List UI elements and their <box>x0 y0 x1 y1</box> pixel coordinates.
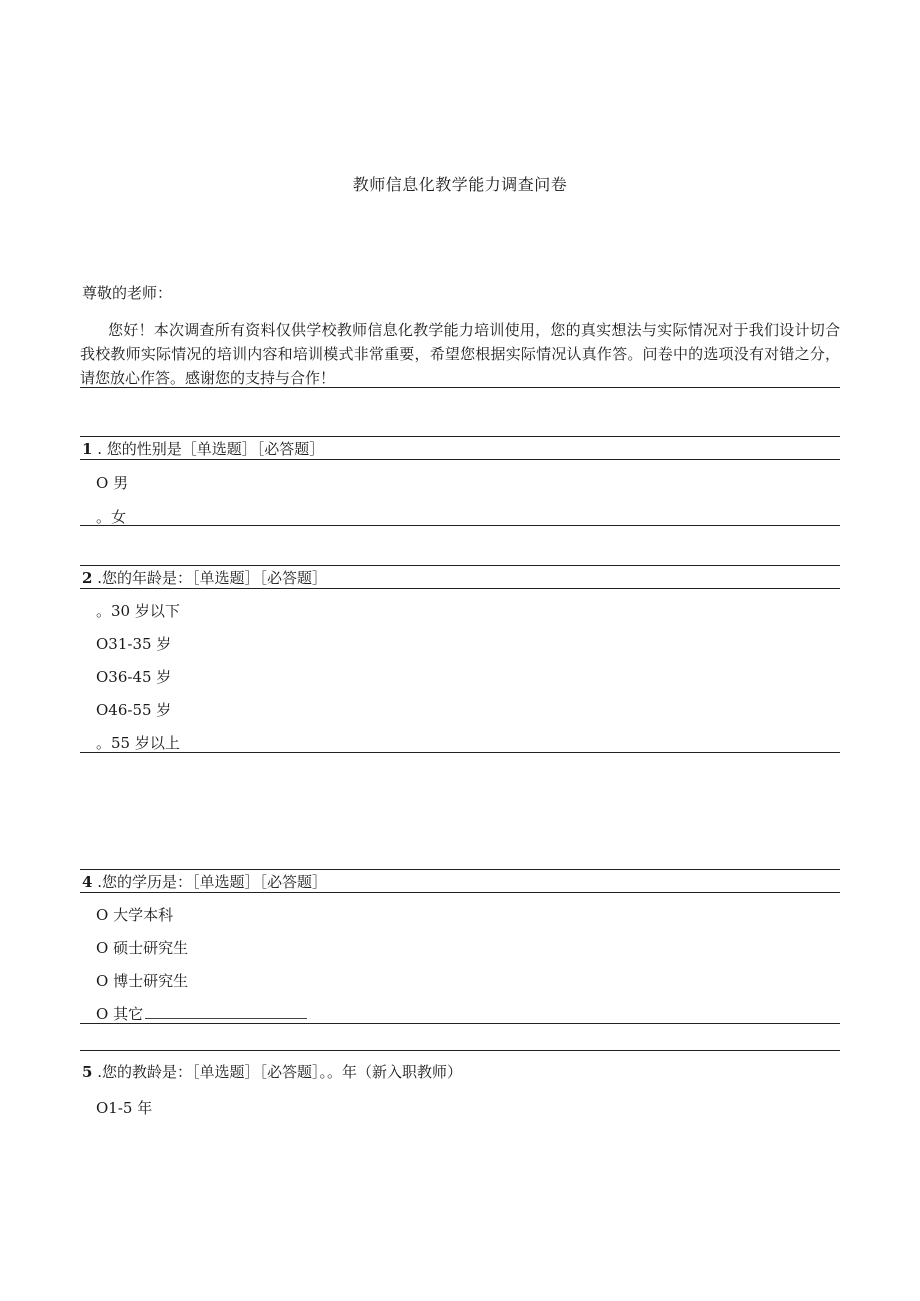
question-number: 1 <box>82 440 93 458</box>
divider <box>80 588 840 589</box>
question-5-heading <box>82 1061 462 1082</box>
question-4-heading <box>82 871 327 892</box>
question-number: 4 <box>82 873 93 891</box>
question-text: .您的教龄是：［单选题］［必答题］。。年（新入职教师） <box>92 1063 462 1081</box>
divider <box>80 1023 840 1024</box>
question-2-heading <box>82 567 327 588</box>
question-1-heading <box>82 438 324 459</box>
intro-paragraph: 您好！本次调查所有资料仅供学校教师信息化教学能力培训使用，您的真实想法与实际情况对于我们设计切合我校教师实际情况的培训内容和培训模式非常重要，希望您根据实际情况认真作答。问卷中的选项没有对错之分，请您放心作答。感谢您的支持与合作！ <box>80 321 840 387</box>
question-number: 2 <box>82 569 93 587</box>
question-text: .您的学历是：［单选题］［必答题］ <box>92 873 327 891</box>
divider <box>80 752 840 753</box>
question-text: . 您的性别是［单选题］［必答题］ <box>92 440 325 458</box>
divider <box>80 459 840 460</box>
question-number: 5 <box>82 1063 93 1081</box>
option-age-31-35[interactable]: O31-35 岁 <box>96 635 172 653</box>
option-age-36-45[interactable]: O36-45 岁 <box>96 668 172 686</box>
question-text: .您的年龄是：［单选题］［必答题］ <box>92 569 327 587</box>
page-title: 教师信息化教学能力调查问卷 <box>352 175 568 194</box>
option-age-46-55[interactable]: O46-55 岁 <box>96 701 172 719</box>
option-master[interactable]: O 硕士研究生 <box>96 939 189 957</box>
option-age-under-30[interactable]: 。30 岁以下 <box>96 602 180 620</box>
option-doctorate[interactable]: O 博士研究生 <box>96 972 189 990</box>
option-male[interactable]: O 男 <box>96 474 129 492</box>
divider <box>80 565 840 566</box>
option-other[interactable] <box>96 1003 307 1024</box>
option-other-label: O 其它 <box>96 1005 144 1023</box>
divider <box>80 387 840 388</box>
divider <box>80 869 840 870</box>
divider <box>80 1050 840 1051</box>
divider <box>80 525 840 526</box>
option-age-over-55[interactable]: 。55 岁以上 <box>96 734 180 752</box>
option-teaching-1-5-years[interactable]: O1-5 年 <box>96 1099 153 1117</box>
option-bachelor[interactable]: O 大学本科 <box>96 906 174 924</box>
divider <box>80 892 840 893</box>
other-fill-in-blank[interactable] <box>145 1005 307 1019</box>
divider <box>80 436 840 437</box>
salutation: 尊敬的老师： <box>82 284 173 302</box>
option-female[interactable]: 。女 <box>96 508 127 526</box>
